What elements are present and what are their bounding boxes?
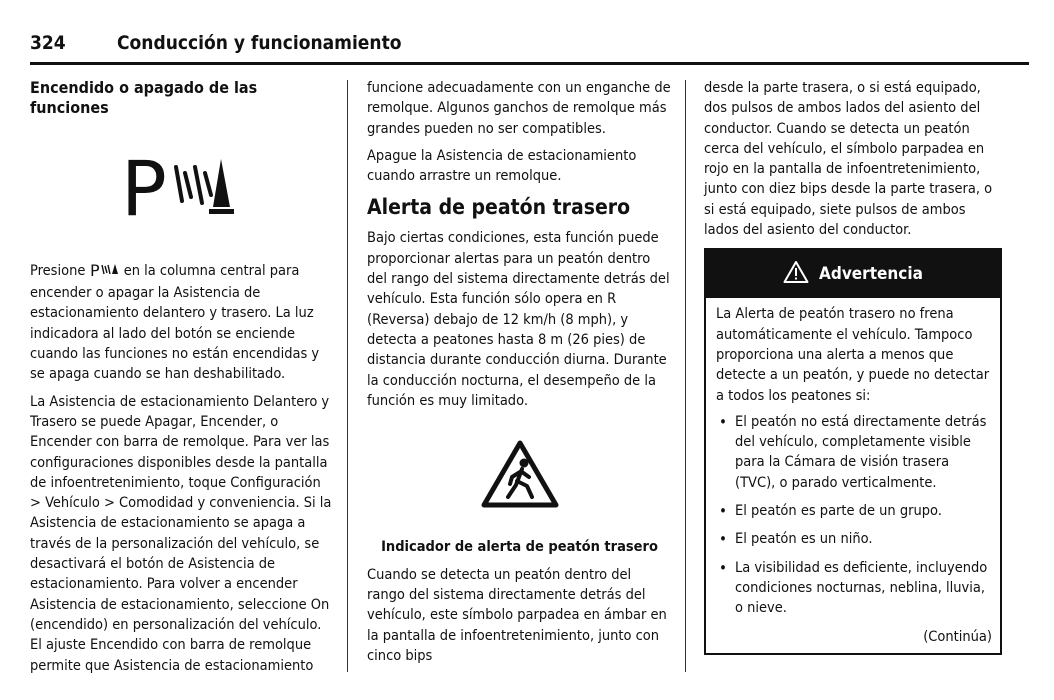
- trailer-paragraph: funcione adecuadamente con un enganche de remolque. Algunos ganchos de remolque más grandes pueden no ser compatibles.: [367, 80, 671, 137]
- column-3: [704, 78, 1002, 655]
- para1-rest: en la columna central para encender o apagar la Asistencia de estacionamiento delantero y trasero. La luz indicadora al lado del botón se enciende cuando las funciones no están encendidas y se apaga cuando se han deshabilitado.: [30, 262, 320, 383]
- svg-text:P: P: [121, 148, 167, 221]
- warning-header: [706, 250, 1000, 298]
- warning-bullet: • La visibilidad es deficiente, incluyendo condiciones nocturnas, neblina, lluvia, o nieve.: [716, 558, 992, 619]
- section-title: Conducción y funcionamiento: [117, 32, 402, 54]
- park-assist-inline-icon: [90, 262, 120, 283]
- warning-bullet: • El peatón es parte de un grupo.: [716, 501, 992, 521]
- svg-text:P: P: [89, 261, 100, 277]
- warning-box: [704, 248, 1002, 654]
- column-2: [367, 78, 672, 673]
- page-number: 324: [30, 32, 66, 54]
- column-divider-2: [685, 80, 686, 672]
- park-assist-paragraph: [30, 261, 332, 385]
- column-divider-1: [347, 80, 348, 672]
- detection-continued-paragraph: desde la parte trasera, o si está equipado, dos pulsos de ambos lados del asiento del conductor. Cuando se detecta un peatón cerca del vehículo, el símbolo parpadea en rojo en la pantalla de infoentretenimiento, junto con diez bips desde la parte trasera, o si está equipado, siete pulsos de ambos lados del asiento del conductor.: [704, 80, 993, 239]
- warning-bullet: • El peatón es un niño.: [716, 529, 992, 549]
- pedestrian-icon-caption: Indicador de alerta de peatón trasero: [381, 539, 658, 556]
- pedestrian-warning-icon: [367, 439, 672, 515]
- warning-triangle-icon: [783, 260, 809, 289]
- settings-paragraph: La Asistencia de estacionamiento Delantero y Trasero se puede Apagar, Encender, o Encender con barra de remolque. Para ver las configuraciones disponibles desde la pantalla de infoentretenimiento, toque Configuración > Vehículo > Comodidad y conveniencia. Si la Asistencia de estacionamiento se apaga a través de la personalización del vehículo, se desactivará el botón de Asistencia de estacionamiento. Para volver a encender Asistencia de estacionamiento, seleccione On (encendido) en personalización del vehículo. El ajuste Encendido con barra de remolque permite que Asistencia de estacionamiento: [30, 393, 332, 674]
- pedestrian-alert-paragraph: Bajo ciertas condiciones, esta función puede proporcionar alertas para un peatón dentro del rango del sistema directamente detrás del vehículo. Esta función sólo opera en R (Reversa) debajo de 12 km/h (8 mph), y detecta a peatones hasta 8 m (26 pies) de distancia durante conducción diurna. Durante la conducción nocturna, el desempeño de la función es muy limitado.: [367, 230, 670, 409]
- warning-intro: La Alerta de peatón trasero no frena automáticamente el vehículo. Tampoco proporciona una alerta a menos que detecte a un peatón, y puede no detectar a todos los peatones si:: [716, 306, 990, 404]
- features-heading: Encendido o apagado de las funciones: [30, 78, 258, 118]
- turn-off-paragraph: Apague la Asistencia de estacionamiento cuando arrastre un remolque.: [367, 147, 637, 185]
- para1-start: Presione: [30, 262, 86, 279]
- warning-title: Advertencia: [819, 264, 923, 285]
- continued-note: (Continúa): [923, 628, 992, 645]
- header-rule: [30, 62, 1029, 65]
- warning-list: [716, 412, 992, 619]
- warning-bullet: • El peatón no está directamente detrás del vehículo, completamente visible para la Cámara de visión trasera (TVC), o parado verticalmente.: [716, 412, 992, 493]
- column-1: [30, 78, 332, 683]
- warning-body: [706, 298, 1000, 652]
- pedestrian-alert-heading: Alerta de peatón trasero: [367, 195, 631, 220]
- park-assist-icon: [30, 149, 332, 227]
- detection-paragraph: Cuando se detecta un peatón dentro del rango del sistema directamente detrás del vehículo, este símbolo parpadea en ámbar en la pantalla de infoentretenimiento, junto con cinco bips: [367, 566, 667, 664]
